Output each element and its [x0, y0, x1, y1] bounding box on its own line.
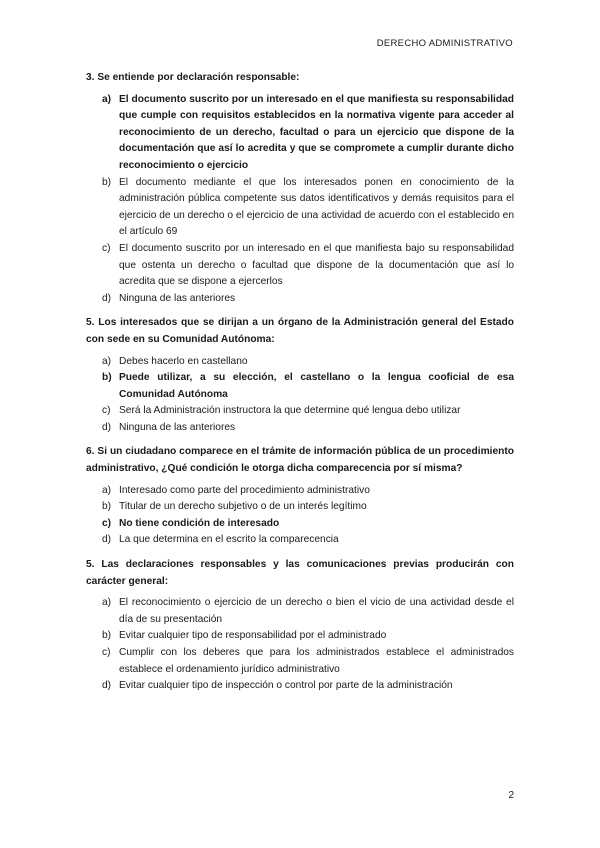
option-letter: c) [102, 242, 111, 254]
question-text: 5. Las declaraciones responsables y las comunicaciones previas producirán con carácter general: [86, 559, 514, 587]
option-letter: b) [102, 501, 112, 513]
option-item [86, 420, 514, 437]
option-list [86, 92, 514, 308]
option-text: Interesado como parte del procedimiento administrativo [119, 484, 370, 496]
option-list [86, 595, 514, 695]
option-item [86, 354, 514, 371]
option-item [86, 628, 514, 645]
option-letter: c) [102, 405, 111, 417]
option-item [86, 241, 514, 291]
option-text: El documento suscrito por un interesado en el que manifiesta bajo su responsabilidad que ostenta un derecho o facultad que dispone de la documentación que así lo acredita que se dispone a ejercerlos [119, 242, 514, 288]
option-letter: a) [102, 484, 112, 496]
option-item [86, 403, 514, 420]
option-text: El documento suscrito por un interesado en el que manifiesta su responsabilidad que cumple con requisitos establecidos en la normativa vigente para acceder al reconocimiento de un derecho, facultad o para un ejercicio que dispone de la documentación que así lo acredita y que se compromete a cumplir durante dicho reconocimiento o ejercicio [119, 93, 514, 171]
question-list [86, 70, 514, 703]
option-letter: a) [102, 597, 112, 609]
question-block [86, 315, 514, 436]
option-item [86, 645, 514, 678]
option-text: Puede utilizar, a su elección, el castellano o la lengua cooficial de esa Comunidad Autónoma [119, 372, 514, 400]
option-letter: d) [102, 680, 112, 692]
option-letter: b) [102, 372, 112, 384]
option-list [86, 483, 514, 549]
option-letter: c) [102, 517, 112, 529]
option-item [86, 175, 514, 241]
option-item-correct [86, 92, 514, 175]
option-item [86, 291, 514, 308]
question-text: 5. Los interesados que se dirijan a un órgano de la Administración general del Estado con sede en su Comunidad Autónoma: [86, 317, 514, 345]
option-item [86, 595, 514, 628]
option-letter: d) [102, 421, 112, 433]
question-block [86, 444, 514, 549]
option-text: No tiene condición de interesado [119, 517, 280, 529]
option-text: El reconocimiento o ejercicio de un derecho o bien el vicio de una actividad desde el día de su presentación [119, 597, 514, 625]
option-letter: a) [102, 355, 112, 367]
question-text: 6. Si un ciudadano comparece en el trámite de información pública de un procedimiento administrativo, ¿Qué condición le otorga dicha comparecencia por sí misma? [86, 446, 514, 475]
option-text: Ninguna de las anteriores [119, 292, 236, 304]
option-text: Evitar cualquier tipo de inspección o control por parte de la administración [119, 680, 453, 692]
option-text: Evitar cualquier tipo de responsabilidad por el administrado [119, 630, 387, 642]
option-list [86, 354, 514, 437]
option-item-correct [86, 370, 514, 403]
option-text: Cumplir con los deberes que para los administrados establece el administrados establece el ordenamiento jurídico administrativo [119, 647, 514, 675]
option-item-correct [86, 516, 514, 533]
option-text: La que determina en el escrito la comparecencia [119, 534, 339, 546]
option-letter: b) [102, 176, 112, 188]
option-letter: b) [102, 630, 112, 642]
option-letter: c) [102, 647, 111, 658]
option-item [86, 499, 514, 516]
question-block [86, 557, 514, 695]
option-item [86, 678, 514, 695]
option-letter: d) [102, 534, 112, 546]
option-text: Será la Administración instructora la que determine qué lengua debo utilizar [119, 405, 461, 417]
question-block [86, 70, 514, 307]
page-number: 2 [508, 790, 514, 801]
option-text: Debes hacerlo en castellano [119, 355, 248, 367]
option-letter: d) [102, 292, 112, 304]
option-item [86, 532, 514, 549]
option-letter: a) [102, 93, 112, 105]
question-text: 3. Se entiende por declaración responsable: [86, 72, 300, 83]
option-text: Titular de un derecho subjetivo o de un interés legítimo [119, 501, 367, 513]
option-item [86, 483, 514, 500]
option-text: Ninguna de las anteriores [119, 421, 236, 433]
option-text: El documento mediante el que los interesados ponen en conocimiento de la administración pública competente sus datos identificativos y demás requisitos para el ejercicio de un derecho o el ejercicio de una actividad de acuerdo con el establecido en el artículo 69 [119, 176, 514, 238]
running-header: DERECHO ADMINISTRATIVO [376, 38, 513, 49]
